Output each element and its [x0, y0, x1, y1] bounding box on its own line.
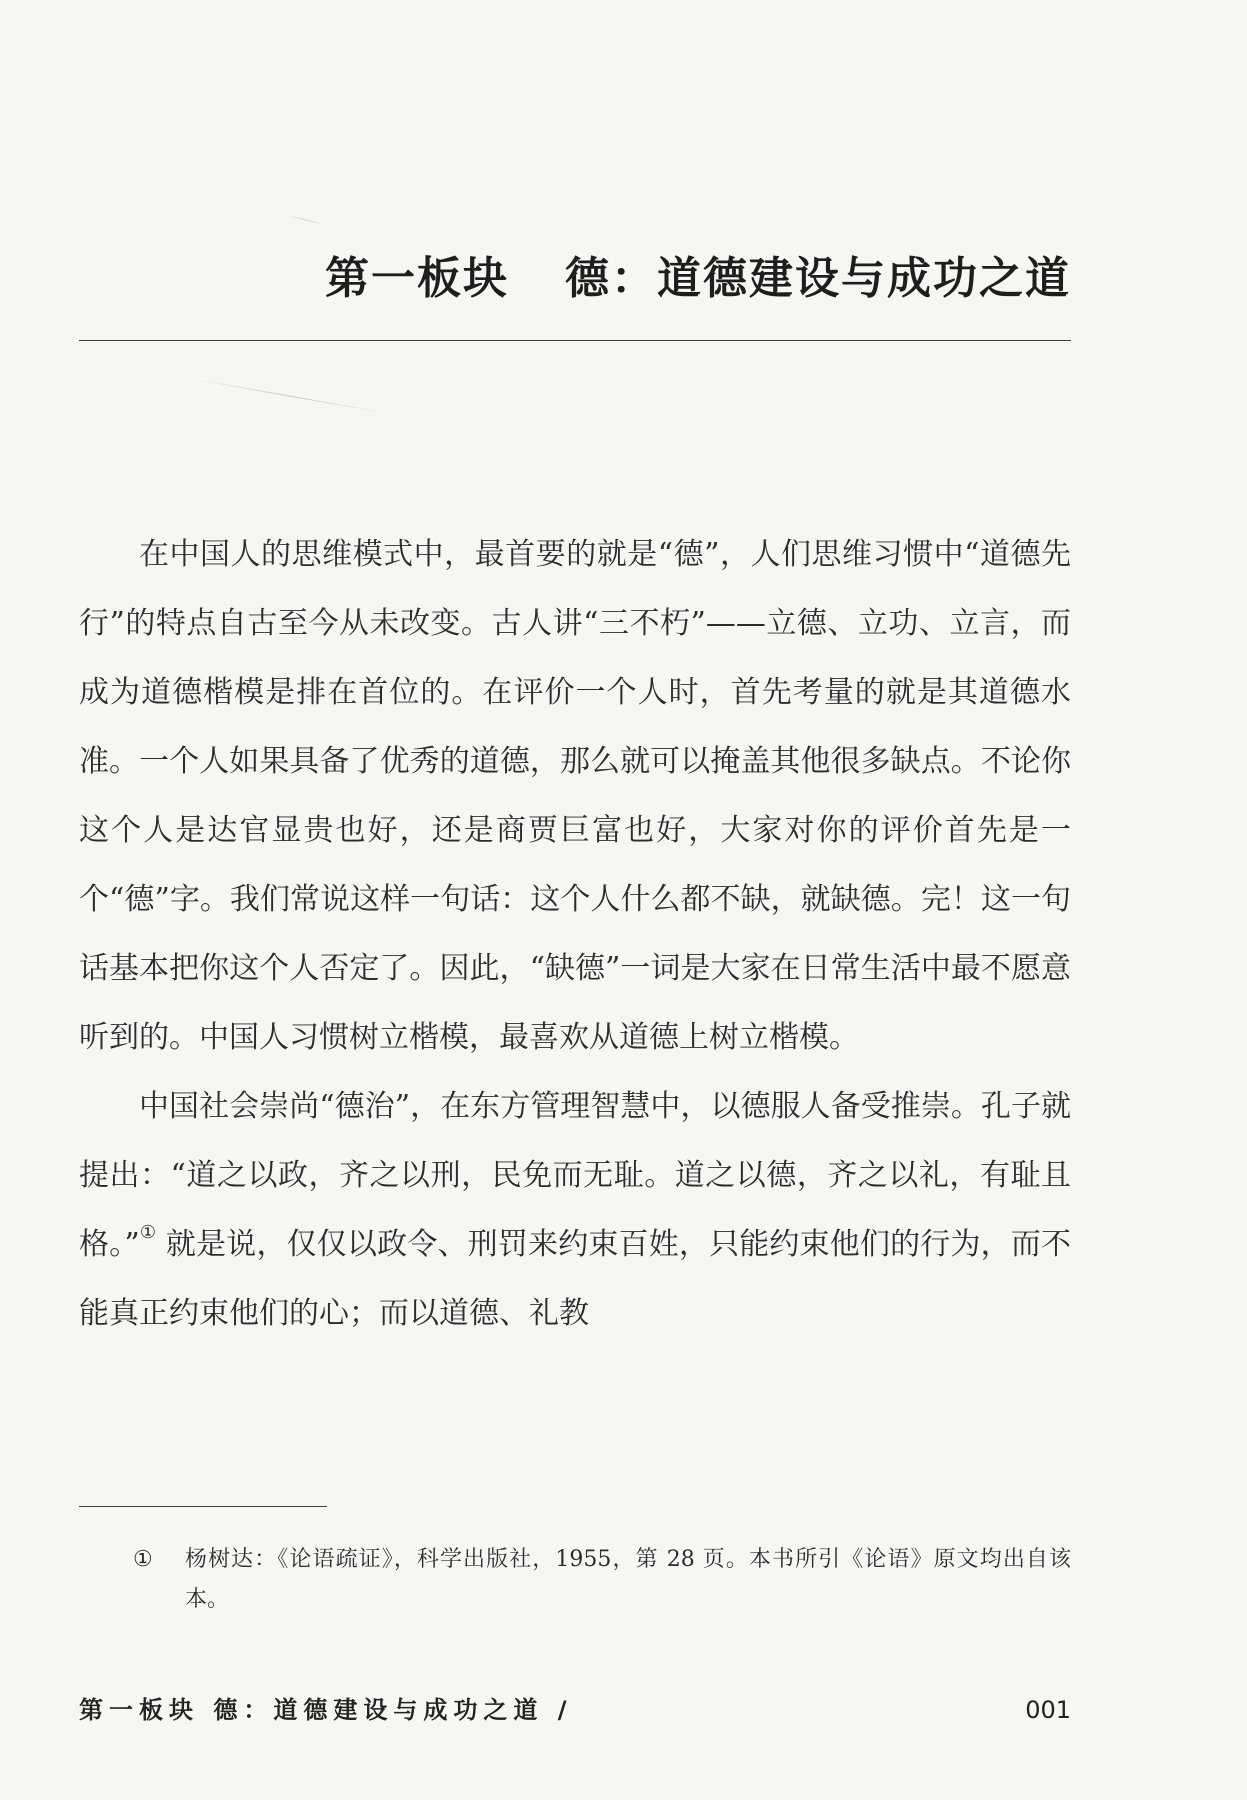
- scan-artifact: [288, 215, 327, 226]
- footnote-reference[interactable]: ①: [139, 1221, 157, 1243]
- footnote: [79, 1540, 1071, 1620]
- paragraph-text: 中国社会崇尚“德治”，在东方管理智慧中，以德服人备受推崇。孔子就提出：“道之以政，齐之以刑，民免而无耻。道之以德，齐之以礼，有耻且格。”: [79, 1089, 1071, 1262]
- paragraph: 在中国人的思维模式中，最首要的就是“德”，人们思维习惯中“道德先行”的特点自古至今从未改变。古人讲“三不朽”——立德、立功、立言，而成为道德楷模是排在首位的。在评价一个人时，首先考量的就是其道德水准。一个人如果具备了优秀的道德，那么就可以掩盖其他很多缺点。不论你这个人是达官显贵也好，还是商贾巨富也好，大家对你的评价首先是一个“德”字。我们常说这样一句话：这个人什么都不缺，就缺德。完！这一句话基本把你这个人否定了。因此，“缺德”一词是大家在日常生活中最不愿意听到的。中国人习惯树立楷模，最喜欢从道德上树立楷模。: [79, 537, 1071, 1055]
- footnote-rule: [79, 1506, 327, 1507]
- footnote-text: 杨树达：《论语疏证》，科学出版社，1955，第 28 页。本书所引《论语》原文均出自该本。: [185, 1547, 1071, 1612]
- page-number: 001: [1025, 1696, 1071, 1724]
- paragraph: [79, 1072, 1071, 1348]
- chapter-label: 第一板块: [325, 253, 509, 304]
- scan-artifact: [190, 378, 387, 414]
- chapter-heading: 德：道德建设与成功之道: [565, 253, 1071, 304]
- body-text: [79, 520, 1071, 1348]
- title-rule: [79, 340, 1071, 341]
- chapter-title: [325, 242, 1071, 306]
- running-title: 第一板块 德：道德建设与成功之道 /: [79, 1696, 573, 1724]
- paragraph-text: 就是说，仅仅以政令、刑罚来约束百姓，只能约束他们的行为，而不能真正约束他们的心；而以道德、礼教: [79, 1227, 1072, 1331]
- running-footer: [79, 1690, 1071, 1725]
- footnote-mark: ①: [133, 1547, 153, 1572]
